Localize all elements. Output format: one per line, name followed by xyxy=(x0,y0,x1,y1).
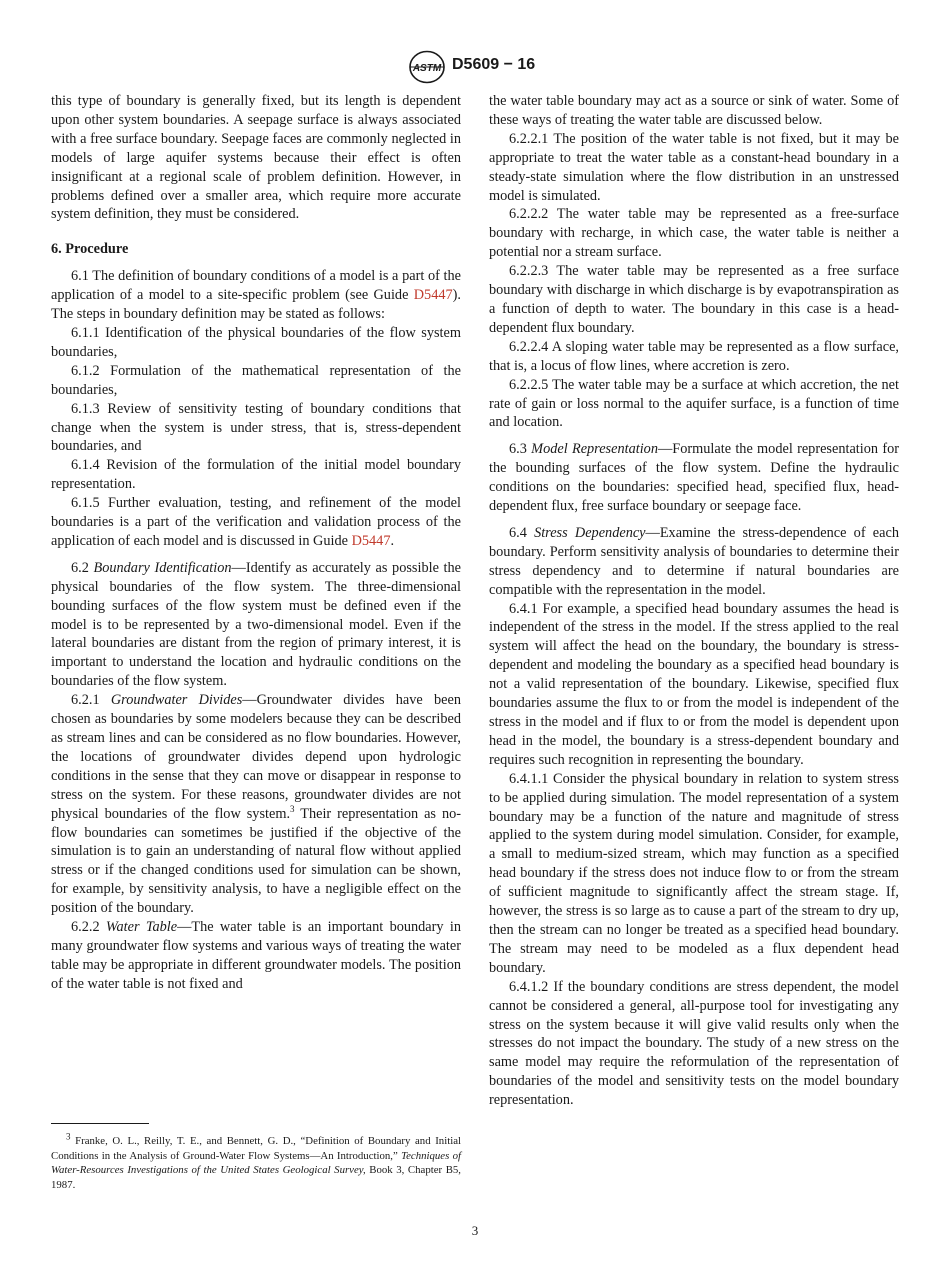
reference-link[interactable]: D5447 xyxy=(413,287,453,304)
paragraph-6-2: 6.2 Boundary Identification—Identify as accurately as possible the physical boundaries of the flow system. The three-dimensional bounding surfaces of the flow system must be defined even if the model is to be represented by a two-dimensional model. Even if the lateral boundaries are distant from the region of primary interest, it is important to understand the location and hydraulic conditions on the boundaries of the flow system. xyxy=(51,559,461,690)
paragraph-6-2-2-3: 6.2.2.3 The water table may be represented as a free surface boundary with discharge in which discharge is by evapotranspiration as a function of depth to water. The boundary in this case is a head-dependent flux boundary. xyxy=(489,263,899,336)
paragraph-6-4-1-1: 6.4.1.1 Consider the physical boundary in relation to system stress to be applied during simulation. The model representation of a system boundary may be a function of the nature and magnitude of stress applied to the system during model simulation. Consider, for example, a small to medium-sized stream, which may function as a specified head boundary if the stress does not induce flow to or from the stream of sufficient magnitude to significantly affect the stream stage. If, however, the stress is so large as to cause a part of the stream to dry up, then the stream can no longer be treated as a specified head boundary. The stream may need to be modeled as a flux dependent head boundary. xyxy=(489,770,899,976)
paragraph-6-1-4: 6.1.4 Revision of the formulation of the initial model boundary representation. xyxy=(51,457,461,493)
left-column xyxy=(51,92,461,994)
paragraph-6-1: 6.1 The definition of boundary conditions of a model is a part of the application of a model to a site-specific problem (see Guide D5447). The steps in boundary definition may be stated as follows: xyxy=(51,268,461,323)
paragraph-6-2-2-1: 6.2.2.1 The position of the water table is not fixed, but it may be appropriate to treat the water table as a constant-head boundary in a steady-state simulation where the flow distribution in an unstressed model is simulated. xyxy=(489,130,899,204)
footnote-marker[interactable]: 3 xyxy=(290,803,295,814)
document-id: D5609 − 16 xyxy=(452,56,536,73)
paragraph-6-1-3: 6.1.3 Review of sensitivity testing of boundary conditions that change when the system is under stress, that is, stress-dependent boundaries, and xyxy=(51,400,461,455)
paragraph-6-4-1: 6.4.1 For example, a specified head boundary assumes the head is independent of the stress in the model. If the stress applied to the real system will affect the head on the boundary, the boundary is stress-dependent and modeling the boundary as a specified head boundary is not a valid representation of the boundary. Likewise, specified flux boundaries assume the flux to or from the model is independent of the stress in the model and if flux to or from the model is dependent upon head in the model, the boundary is a stress-dependent boundary and requires such recognition in representing the boundary. xyxy=(489,600,899,768)
paragraph-6-3: 6.3 Model Representation—Formulate the model representation for the bounding surfaces of the flow system. Define the hydraulic conditions on the boundaries: specified head, specified flux, head-dependent flux, free surface boundary or seepage face. xyxy=(489,441,899,515)
paragraph-6-2-2-5: 6.2.2.5 The water table may be a surface at which accretion, the net rate of gain or loss normal to the aquifer surface, is a function of time and location. xyxy=(489,376,899,431)
section-heading: 6. Procedure xyxy=(51,241,129,258)
svg-text:ASTM: ASTM xyxy=(412,63,442,74)
paragraph-6-2-2-2: 6.2.2.2 The water table may be represented as a free-surface boundary with recharge, in which case, the water table is neither a potential nor a stream surface. xyxy=(489,206,899,261)
page-number: 3 xyxy=(471,1223,479,1238)
page-header xyxy=(0,50,950,86)
footnote: $^3$ Franke, O. L., Reilly, T. E., and Bennett, G. D., “Definition of Boundary and Initial Conditions in the Analysis of Ground-Water Flow Systems—An Introduction,” Techniques of Water-Resources Investigations of the United States Geological Survey, Book 3, Chapter B5, 1987. xyxy=(51,1131,461,1191)
paragraph-6-2-2-4: 6.2.2.4 A sloping water table may be represented as a flow surface, that is, a locus of flow lines, where accretion is zero. xyxy=(489,338,899,374)
paragraph: this type of boundary is generally fixed, but its length is dependent upon other system boundaries. A seepage surface is always associated with a free surface boundary. Seepage faces are commonly neglected in models of large aquifer systems because their effect is often insignificant at a regional scale of problem definition. However, in problems defined over a smaller area, which require more accurate system definition, they must be considered. xyxy=(51,93,461,223)
paragraph-6-4: 6.4 Stress Dependency—Examine the stress-dependence of each boundary. Perform sensitivity analysis of boundaries to determine their stress dependency and to determine if natural boundaries are compatible with the representation in the model. xyxy=(489,524,899,598)
paragraph-6-4-1-2: 6.4.1.2 If the boundary conditions are stress dependent, the model cannot be considered a general, all-purpose tool for investigating any stress on the system because it will give valid results only when the stresses do not impact the boundary. The study of a new stress on the same model may require the reformulation of the representation of boundaries of the model and sensitivity tests on the model boundary representation. xyxy=(489,978,899,1109)
astm-logo xyxy=(407,50,447,84)
paragraph: the water table boundary may act as a source or sink of water. Some of these ways of treating the water table are discussed below. xyxy=(489,93,899,128)
footnote-divider xyxy=(51,1123,149,1124)
paragraph-6-1-1: 6.1.1 Identification of the physical boundaries of the flow system boundaries, xyxy=(51,324,461,360)
reference-link[interactable]: D5447 xyxy=(351,532,391,549)
paragraph-6-1-2: 6.1.2 Formulation of the mathematical representation of the boundaries, xyxy=(51,362,461,398)
right-column xyxy=(489,92,899,1110)
paragraph-6-1-5: 6.1.5 Further evaluation, testing, and refinement of the model boundaries is a part of the verification and validation process of the application of each model and is discussed in Guide D5447. xyxy=(51,495,461,549)
paragraph-6-2-2: 6.2.2 Water Table—The water table is an important boundary in many groundwater flow systems and various ways of treating the water table may be appropriate in different groundwater models. The position of the water table is not fixed and xyxy=(51,919,461,992)
paragraph-6-2-1: 6.2.1 Groundwater Divides—Groundwater divides have been chosen as boundaries by some modelers because they can be described as stream lines and can be considered as no flow boundaries. However, the locations of groundwater divides depend upon hydrologic conditions in the sense that they can move or disappear in response to stress on the system. For these reasons, groundwater divides are not physical boundaries of the flow system.$^3$ Their representation as no-flow boundaries can sometimes be justified if the objective of the simulation is to gain an understanding of natural flow without applied stress or if the changed conditions used for simulation can be shown, for example, by sensitivity analysis, to have a negligible effect on the position of the boundary. xyxy=(51,692,462,917)
